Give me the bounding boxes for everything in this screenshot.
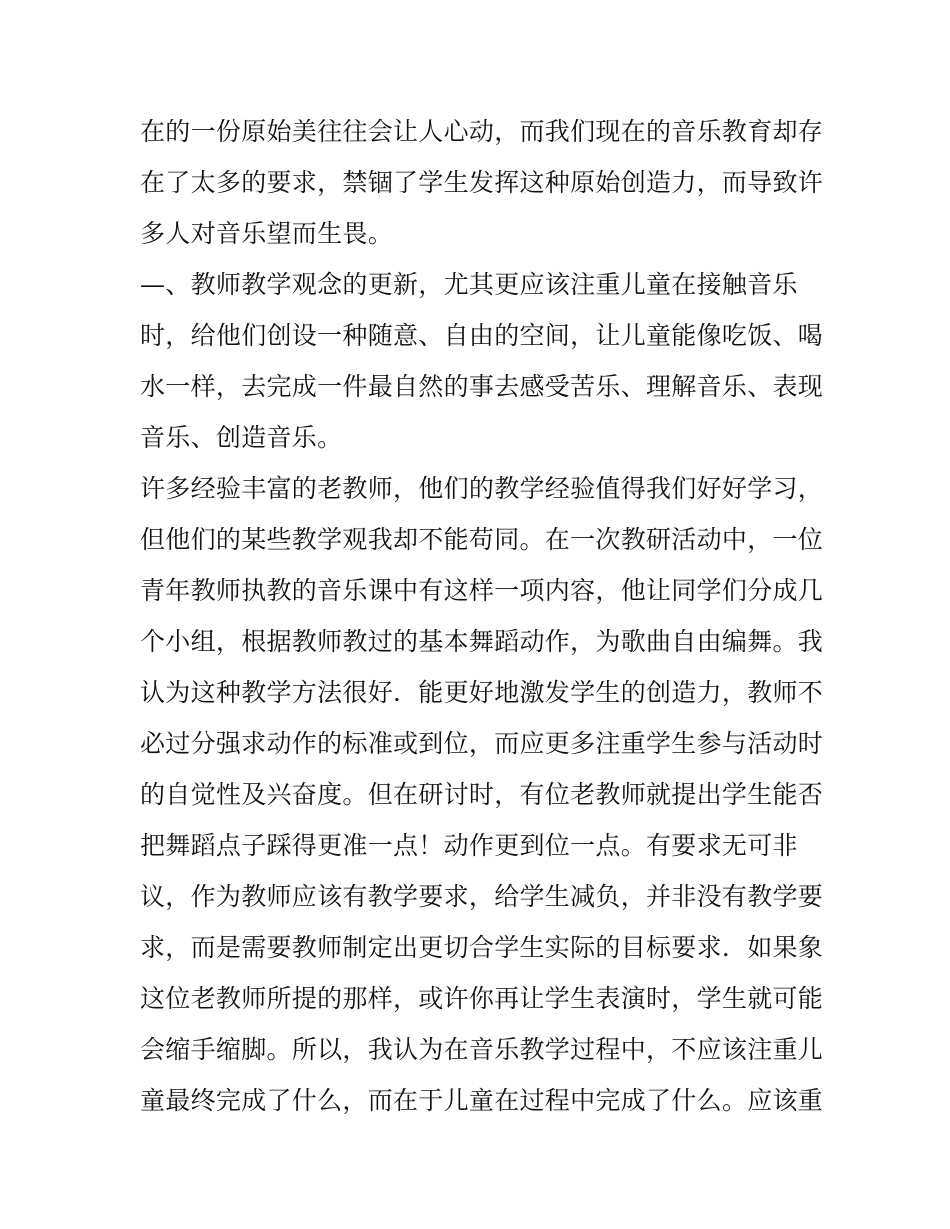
- text-line: 在了太多的要求，禁锢了学生发挥这种原始创造力，而导致许: [140, 168, 824, 197]
- body-text: [140, 106, 830, 1126]
- text-line: 多人对音乐望而生畏。: [140, 219, 394, 248]
- text-line: 水一样，去完成一件最自然的事去感受苦乐、理解音乐、表现: [140, 372, 824, 401]
- text-line: 青年教师执教的音乐课中有这样一项内容，他让同学们分成几: [140, 576, 824, 605]
- text-line: 求，而是需要教师制定出更切合学生实际的目标要求．如果象: [140, 933, 824, 962]
- text-line: 议，作为教师应该有教学要求，给学生减负，并非没有教学要: [140, 882, 824, 911]
- text-line: 把舞蹈点子踩得更准一点！动作更到位一点。有要求无可非: [140, 831, 798, 860]
- text-line: 的自觉性及兴奋度。但在研讨时，有位老教师就提出学生能否: [140, 780, 824, 809]
- text-line: —、教师教学观念的更新，尤其更应该注重儿童在接触音乐: [140, 270, 798, 299]
- text-line: 许多经验丰富的老教师，他们的教学经验值得我们好好学习，: [140, 474, 824, 503]
- text-line: 音乐、创造音乐。: [140, 423, 343, 452]
- text-line: 认为这种教学方法很好．能更好地激发学生的创造力，教师不: [140, 678, 824, 707]
- text-line: 在的一份原始美往往会让人心动，而我们现在的音乐教育却存: [140, 117, 824, 146]
- text-line: 会缩手缩脚。所以，我认为在音乐教学过程中，不应该注重儿: [140, 1035, 824, 1064]
- text-line: 必过分强求动作的标准或到位，而应更多注重学生参与活动时: [140, 729, 824, 758]
- text-line: 这位老教师所提的那样，或许你再让学生表演时，学生就可能: [140, 984, 824, 1013]
- text-line: 但他们的某些教学观我却不能苟同。在一次教研活动中，一位: [140, 525, 824, 554]
- text-line: 个小组，根据教师教过的基本舞蹈动作，为歌曲自由编舞。我: [140, 627, 824, 656]
- text-line: 时，给他们创设一种随意、自由的空间，让儿童能像吃饭、喝: [140, 321, 824, 350]
- text-line: 童最终完成了什么，而在于儿童在过程中完成了什么。应该重: [140, 1086, 824, 1115]
